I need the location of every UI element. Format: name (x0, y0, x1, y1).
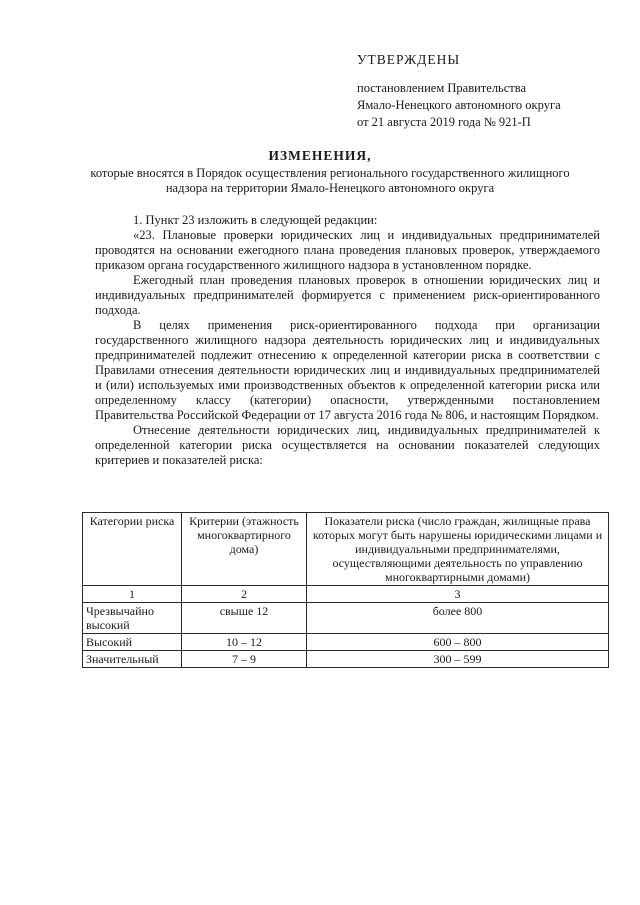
risk-indicator: 300 – 599 (307, 651, 609, 668)
column-number-row (83, 586, 609, 603)
column-header-indicator: Показатели риска (число граждан, жилищные права которых могут быть нарушены юридическими лицами и индивидуальными предпринимателями, осуществляющими деятельность по управлению многоквартирными домами) (307, 513, 609, 586)
paragraph: «23. Плановые проверки юридических лиц и индивидуальных предпринимателей проводятся на основании ежегодного плана проведения плановых проверок, утверждаемого приказом органа государственного жилищного надзора в установленном порядке. (95, 228, 600, 272)
document-subtitle: которые вносятся в Порядок осуществления регионального государственного жилищного надзора на территории Ямало-Ненецкого автономного округа (90, 166, 570, 195)
document-body (95, 213, 600, 468)
table-header-row (83, 513, 609, 586)
risk-category: Значительный (83, 651, 182, 668)
table-row (83, 603, 609, 634)
paragraph: Отнесение деятельности юридических лиц, индивидуальных предпринимателей к определенной категории риска осуществляется на основании показателей следующих критериев и показателей риска: (95, 423, 600, 467)
table-row (83, 651, 609, 668)
risk-criteria: свыше 12 (182, 603, 307, 634)
paragraph: Ежегодный план проведения плановых проверок в отношении юридических лиц и индивидуальных предпринимателей формируется с применением риск-ориентированного подхода. (95, 273, 600, 317)
decree-line: Ямало-Ненецкого автономного округа (357, 98, 561, 112)
decree-line: постановлением Правительства (357, 81, 527, 95)
risk-criteria: 7 – 9 (182, 651, 307, 668)
document-title: ИЗМЕНЕНИЯ, (268, 148, 372, 163)
column-header-category: Категории риска (83, 513, 182, 586)
risk-category: Высокий (83, 634, 182, 651)
risk-category: Чрезвычайно высокий (83, 603, 182, 634)
risk-criteria: 10 – 12 (182, 634, 307, 651)
paragraph: 1. Пункт 23 изложить в следующей редакции: (133, 213, 378, 227)
risk-table (82, 512, 609, 668)
risk-indicator: более 800 (307, 603, 609, 634)
risk-indicator: 600 – 800 (307, 634, 609, 651)
decree-line: от 21 августа 2019 года № 921-П (357, 115, 531, 129)
paragraph: В целях применения риск-ориентированного подхода при организации государственного жилищного надзора деятельность юридических лиц и индивидуальных предпринимателей подлежит отнесению к определенной категории риска в соответствии с Правилами отнесения деятельности юридических лиц и индивидуальных предпринимателей и (или) используемых ими производственных объектов к определенной категории риска или определенному классу (категории) опасности, утвержденными постановлением Правительства Российской Федерации от 17 августа 2016 года № 806, и настоящим Порядком. (95, 318, 600, 422)
column-number: 3 (307, 586, 609, 603)
column-number: 2 (182, 586, 307, 603)
approved-heading: УТВЕРЖДЕНЫ (357, 52, 461, 67)
decree-reference (357, 80, 561, 131)
column-number: 1 (83, 586, 182, 603)
table-row (83, 634, 609, 651)
column-header-criteria: Критерии (этажность многоквартирного дома) (182, 513, 307, 586)
